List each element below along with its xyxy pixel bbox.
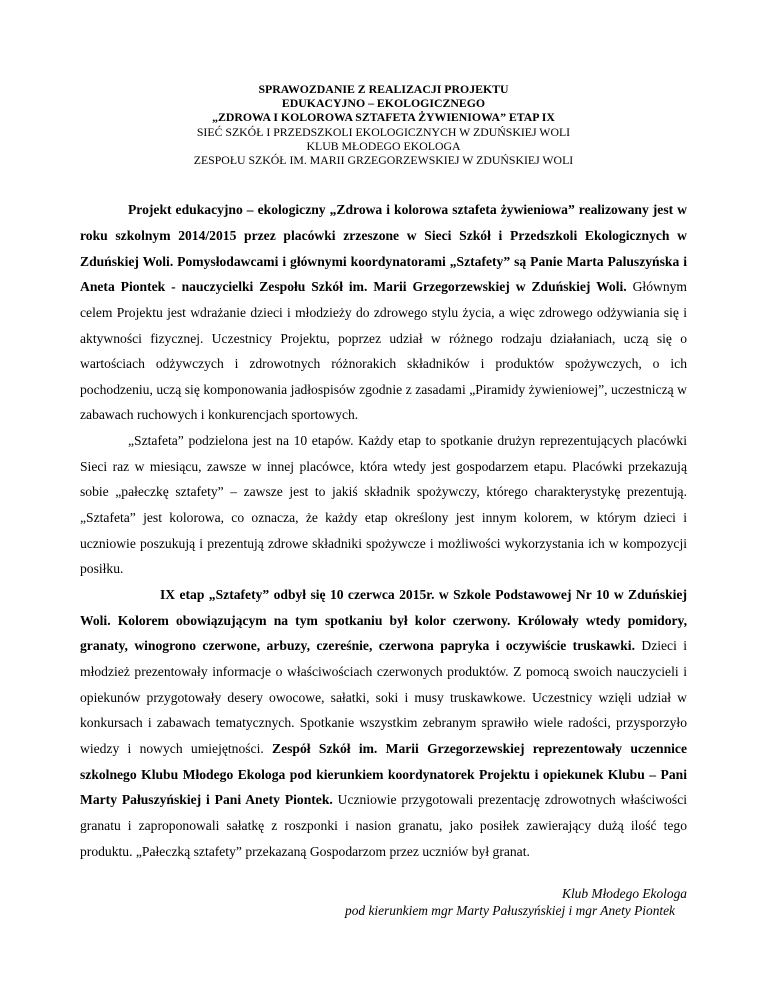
paragraph-1-text: Głównym celem Projektu jest wdrażanie dzieci i młodzieży do zdrowego stylu życia, a więc zdrowego odżywiania się i aktywności fizycznej. Uczestnicy Projektu, poprzez udział w różnego rodzaju działaniach, uczą się o wartościach odżywczych i zdrowotnych różnorakich składników i produktów spożywczych, o ich pochodzeniu, uczą się komponowania jadłospisów zgodnie z zasadami „Piramidy żywieniowej”, uczestniczą w zabawach ruchowych i konkurencjach sportowych. <box>80 279 687 423</box>
paragraph-1 <box>80 197 687 428</box>
paragraph-3-text-1: Dzieci i młodzież prezentowały informacje o właściwościach czerwonych produktów. Z pomocą swoich nauczycieli i opiekunów przygotowały desery owocowe, sałatki, soki i musy truskawkowe. Uczestnicy wzięli udział w konkursach i zabawach tematycznych. Spotkanie wszystkim zebranym sprawiło wiele radości, przysporzyło wiedzy i nowych umiejętności. <box>80 638 688 756</box>
project-type: EDUKACYJNO – EKOLOGICZNEGO <box>281 96 486 111</box>
signature-supervisors: pod kierunkiem mgr Marty Pałuszyńskiej i mgr Anety Piontek <box>345 902 675 918</box>
paragraph-2 <box>80 428 687 582</box>
signature-block <box>80 886 687 919</box>
club-name: KLUB MŁODEGO EKOLOGA <box>306 138 461 153</box>
network-name: SIEĆ SZKÓŁ I PRZEDSZKOLI EKOLOGICZNYCH W ZDUŃSKIEJ WOLI <box>196 124 571 139</box>
project-name: „ZDROWA I KOLOROWA SZTAFETA ŻYWIENIOWA” ETAP IX <box>212 110 555 125</box>
paragraph-3-text-2: Uczniowie przygotowali prezentację zdrowotnych właściwości granatu i zaproponowali sałatkę z roszponki i nasion granatu, jako posiłek zawierający dużą ilość tego produktu. „Pałeczką sztafety” przekazaną Gospodarzom przez uczniów był granat. <box>80 792 688 859</box>
document-header <box>80 82 687 167</box>
paragraph-3-bold-1: IX etap „Sztafety” odbył się 10 czerwca 2015r. w Szkole Podstawowej Nr 10 w Zduńskiej Woli. Kolorem obowiązującym na tym spotkaniu był kolor czerwony. Królowały wtedy pomidory, granaty, winogrono czerwone, arbuzy, czereśnie, czerwona papryka i oczywiście truskawki. <box>80 587 687 654</box>
paragraph-3-bold-2: Zespół Szkół im. Marii Grzegorzewskiej reprezentowały uczennice szkolnego Klubu Młodego Ekologa pod kierunkiem koordynatorek Projektu i opiekunek Klubu – Pani Marty Pałuszyńskiej i Pani Anety Piontek. <box>80 741 687 808</box>
paragraph-3 <box>80 582 687 864</box>
paragraph-1-bold: Projekt edukacyjno – ekologiczny „Zdrowa i kolorowa sztafeta żywieniowa” realizowany jest w roku szkolnym 2014/2015 przez placówki zrzeszone w Sieci Szkół i Przedszkoli Ekologicznych w Zduńskiej Woli. Pomysłodawcami i głównymi koordynatorami „Sztafety” są Panie Marta Paluszyńska i Aneta Piontek - nauczycielki Zespołu Szkół im. Marii Grzegorzewskiej w Zduńskiej Woli. <box>80 202 687 295</box>
document-body <box>80 197 687 864</box>
signature-club: Klub Młodego Ekologa <box>562 886 687 902</box>
report-title: SPRAWOZDANIE Z REALIZACJI PROJEKTU <box>258 82 509 96</box>
school-name: ZESPOŁU SZKÓŁ IM. MARII GRZEGORZEWSKIEJ W ZDUŃSKIEJ WOLI <box>193 153 574 168</box>
document-page <box>80 82 687 919</box>
paragraph-2-text: „Sztafeta” podzielona jest na 10 etapów. Każdy etap to spotkanie drużyn reprezentujących placówki Sieci raz w miesiącu, zawsze w innej placówce, która wtedy jest gospodarzem etapu. Placówki przekazują sobie „pałeczkę sztafety” – zawsze jest to jakiś składnik spożywczy, którego charakterystykę prezentują. „Sztafeta” jest kolorowa, co oznacza, że każdy etap określony jest innym kolorem, w którym dzieci i uczniowie poszukują i prezentują zdrowe składniki spożywcze i możliwości wykorzystania ich w kompozycji posiłku. <box>80 433 687 577</box>
